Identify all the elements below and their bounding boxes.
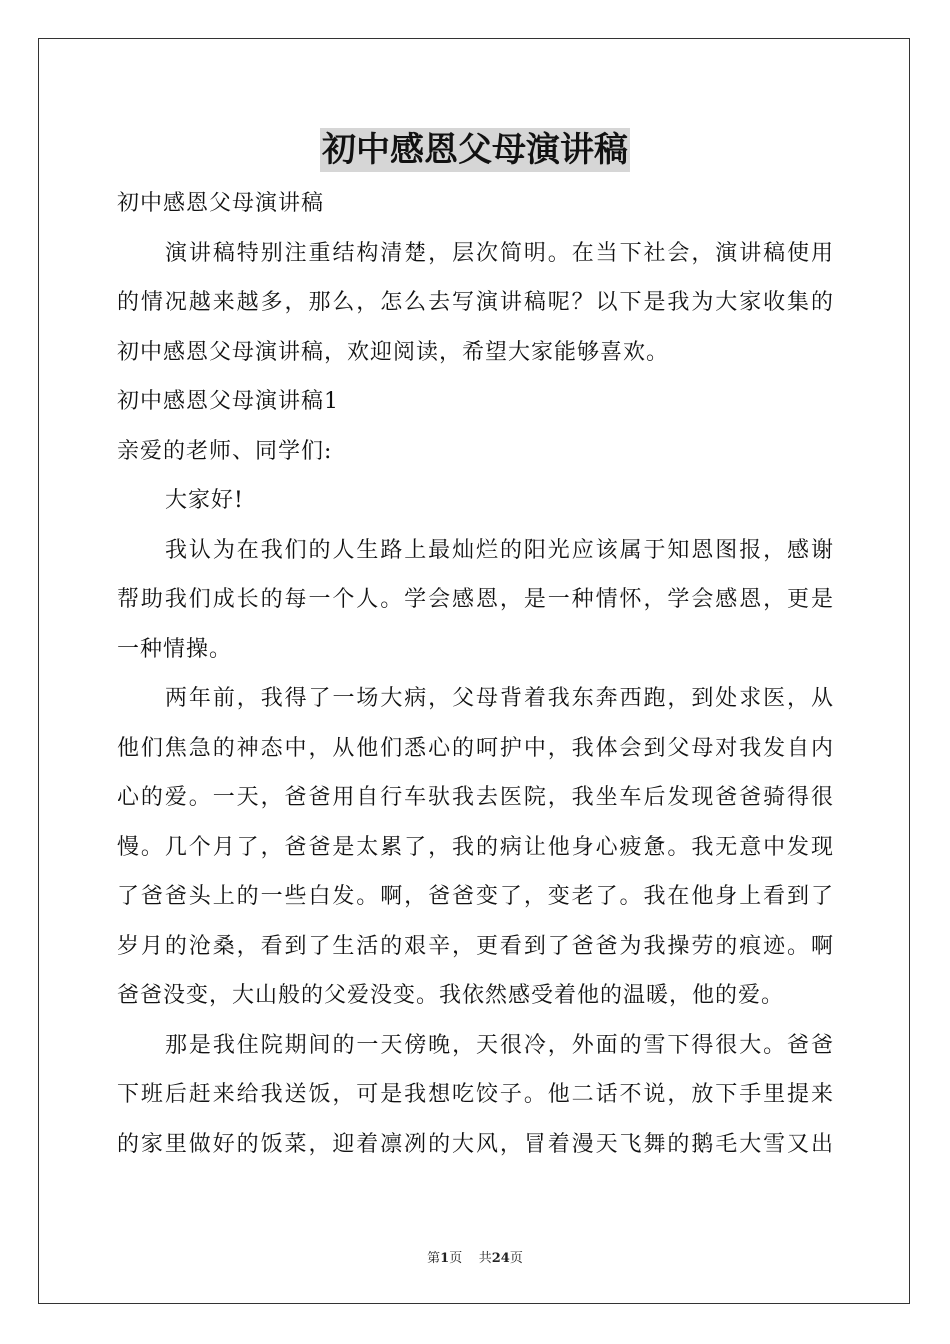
- text-line: 爸爸没变，大山般的父爱没变。我依然感受着他的温暖，他的爱。: [117, 983, 785, 1008]
- total-prefix: 共: [478, 1251, 492, 1266]
- text-line: 初中感恩父母演讲稿: [117, 191, 325, 216]
- document-body: [117, 179, 833, 1169]
- text-line: 初中感恩父母演讲稿1: [117, 389, 339, 414]
- page-prefix: 第: [427, 1251, 441, 1266]
- page-suffix: 页: [449, 1251, 463, 1266]
- total-pages: 24: [491, 1251, 510, 1266]
- document-title: 初中感恩父母演讲稿: [322, 130, 628, 170]
- text-line: 他们焦急的神态中，从他们悉心的呵护中，我体会到父母对我发自内: [117, 735, 833, 761]
- text-line: 的家里做好的饭菜，迎着凛冽的大风，冒着漫天飞舞的鹅毛大雪又出: [117, 1131, 833, 1157]
- text-line: 那是我住院期间的一天傍晚，天很冷，外面的雪下得很大。爸爸: [165, 1032, 833, 1058]
- text-line: 大家好!: [165, 488, 244, 513]
- text-line: 两年前，我得了一场大病，父母背着我东奔西跑，到处求医，从: [165, 686, 833, 711]
- text-line: 我认为在我们的人生路上最灿烂的阳光应该属于知恩图报，感谢: [165, 537, 833, 563]
- text-line: 了爸爸头上的一些白发。啊，爸爸变了，变老了。我在他身上看到了: [117, 884, 833, 909]
- text-line: 初中感恩父母演讲稿，欢迎阅读，希望大家能够喜欢。: [117, 339, 670, 365]
- text-line: 下班后赶来给我送饭，可是我想吃饺子。他二话不说，放下手里提来: [117, 1082, 833, 1107]
- text-line: 岁月的沧桑，看到了生活的艰辛，更看到了爸爸为我操劳的痕迹。啊: [117, 933, 833, 959]
- text-line: 演讲稿特别注重结构清楚，层次简明。在当下社会，演讲稿使用: [165, 240, 833, 266]
- text-line: 慢。几个月了，爸爸是太累了，我的病让他身心疲惫。我无意中发现: [117, 834, 833, 860]
- text-line: 亲爱的老师、同学们:: [117, 438, 333, 464]
- text-line: 的情况越来越多，那么，怎么去写演讲稿呢？以下是我为大家收集的: [117, 290, 833, 315]
- total-suffix: 页: [509, 1251, 523, 1266]
- page-footer: [0, 1247, 950, 1266]
- text-line: 帮助我们成长的每一个人。学会感恩，是一种情怀，学会感恩，更是: [117, 587, 833, 612]
- text-line: 心的爱。一天，爸爸用自行车驮我去医院，我坐车后发现爸爸骑得很: [117, 785, 833, 810]
- title-container: [0, 128, 950, 172]
- page-number: 1: [440, 1251, 450, 1266]
- text-line: 一种情操。: [117, 636, 233, 662]
